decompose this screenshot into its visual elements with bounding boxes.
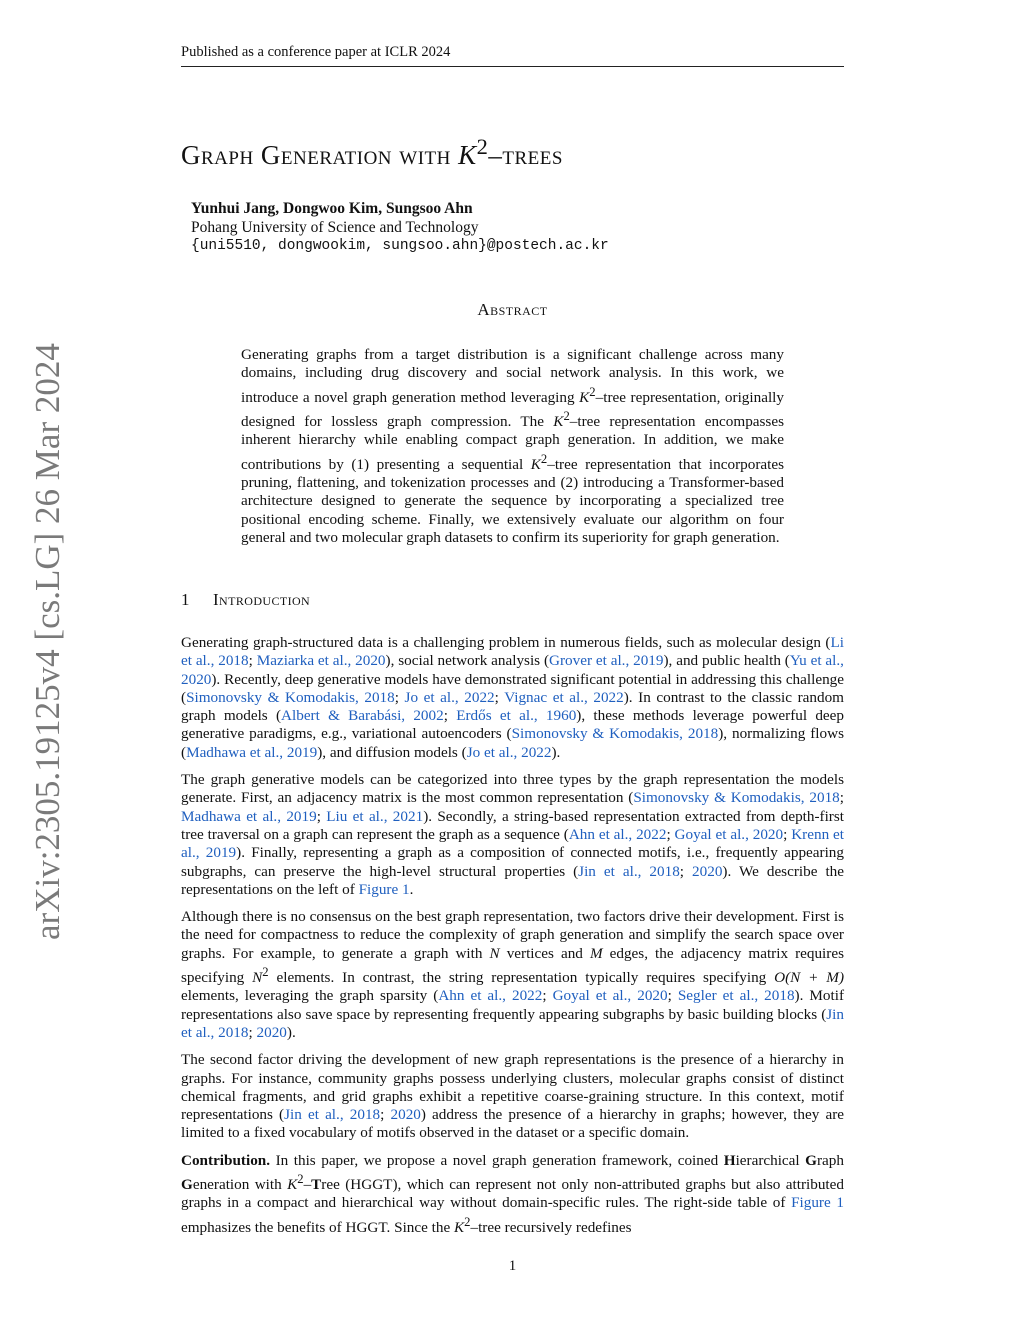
citation-link[interactable]: Jo et al., 2022 [466,743,552,761]
citation-link[interactable]: Segler et al., 2018 [677,987,795,1005]
author-affiliation: Pohang University of Science and Technology [191,219,479,236]
citation-link[interactable]: Jin et al., 2018 [578,862,680,880]
citation-link[interactable]: Liu et al., 2021 [326,807,424,825]
author-block [191,199,831,256]
citation-link[interactable]: 2020 [256,1024,287,1041]
citation-link[interactable]: Ahn et al., 2022 [568,825,667,843]
title-suffix: –trees [488,140,563,170]
introduction-body [181,634,844,1246]
section-heading-introduction [181,590,844,610]
citation-link[interactable]: Grover et al., 2019 [549,652,664,670]
paragraph-2: The graph generative models can be categorized into three types by the graph representation the models generate. First, an adjacency matrix is the most common representation (Simonovsky & Komodakis, 2018; Madhawa et al., 2019; Liu et al., 2021). Secondly, a string-based representation extracted from depth-first tree traversal on a graph can represent the graph as a sequence (Ahn et al., 2022; Goyal et al., 2020; Krenn et al., 2019). Finally, representing a graph as a composition of connected motifs, i.e., frequently appearing subgraphs, can preserve the high-level structural properties (Jin et al., 2018; 2020). We describe the representations on the left of Figure 1. [181,771,844,898]
citation-link[interactable]: Madhawa et al., 2019 [181,807,317,825]
figure-link[interactable]: Figure 1 [791,1194,844,1212]
abstract-text: Generating graphs from a target distribution is a significant challenge across many domains, including drug discovery and social network analysis. In this work, we introduce a novel graph generation method leveraging $K^2$–tree representation, originally designed for lossless graph compression. The $K^2$–tree representation encompasses inherent hierarchy while enabling compact graph generation. In addition, we make contributions by (1) presenting a sequential $K^2$–tree representation that incorporates pruning, flattening, and tokenization processes and (2) introducing a Transformer-based architecture designed to generate the sequence by incorporating a specialized tree positional encoding scheme. Finally, we extensively evaluate our algorithm on four general and two molecular graph datasets to confirm its superiority for graph generation. [241,346,784,546]
citation-link[interactable]: Yu et al., 2020 [181,652,844,688]
citation-link[interactable]: Ahn et al., 2022 [438,987,543,1005]
author-email: {uni5510, dongwookim, sungsoo.ahn}@postech.ac.kr [191,238,609,254]
citation-link[interactable]: 2020 [692,862,723,880]
abstract-heading: Abstract [477,300,548,319]
section-title: Introduction [213,590,311,609]
citation-link[interactable]: Simonovsky & Komodakis, 2018 [186,688,395,706]
citation-link[interactable]: 2020 [390,1106,421,1124]
citation-link[interactable]: Vignac et al., 2022 [504,688,624,706]
citation-link[interactable]: Krenn et al., 2019 [181,825,844,862]
running-header: Published as a conference paper at ICLR 2024 [181,44,844,67]
title-math: K [458,140,477,170]
title-prefix: Graph Generation with [181,140,459,170]
section-number: 1 [181,590,190,609]
citation-link[interactable]: Li et al., 2018 [181,634,844,670]
citation-link[interactable]: Simonovsky & Komodakis, 2018 [633,789,840,807]
citation-link[interactable]: Goyal et al., 2020 [552,987,668,1005]
page-number: 1 [508,1258,517,1274]
citation-link[interactable]: Jin et al., 2018 [181,1005,844,1041]
citation-link[interactable]: Albert & Barabási, 2002 [281,707,444,725]
citation-link[interactable]: Maziarka et al., 2020 [256,652,386,670]
paragraph-4: The second factor driving the development of new graph representations is the presence of a hierarchy in graphs. For instance, community graphs possess underlying clusters, molecular graphs consist of distinct chemical fragments, and grid graphs exhibit a repetitive coarse-graining structure. In this context, motif representations (Jin et al., 2018; 2020) address the presence of a hierarchy in graphs; however, they are limited to a fixed vocabulary of motifs observed in the dataset or a specific domain. [181,1051,844,1142]
citation-link[interactable]: Simonovsky & Komodakis, 2018 [511,725,719,743]
citation-link[interactable]: Jin et al., 2018 [284,1106,381,1124]
contribution-lead: Contribution. [181,1151,271,1169]
author-names: Yunhui Jang, Dongwoo Kim, Sungsoo Ahn [191,200,473,217]
paper-title [181,134,844,171]
figure-link[interactable]: Figure 1 [358,880,410,898]
paragraph-3: Although there is no consensus on the best graph representation, two factors drive their development. First is the need for compactness to reduce the complexity of graph generation and simplify the search space over graphs. For example, to generate a graph with N vertices and M edges, the adjacency matrix requires specifying $N^2$ elements. In contrast, the string representation typically requires specifying O(N + M) elements, leveraging the graph sparsity (Ahn et al., 2022; Goyal et al., 2020; Segler et al., 2018). Motif representations also save space by representing frequently appearing subgraphs by basic building blocks (Jin et al., 2018; 2020). [181,908,844,1041]
citation-link[interactable]: Goyal et al., 2020 [674,825,784,843]
citation-link[interactable]: Madhawa et al., 2019 [186,743,318,761]
title-sup: 2 [476,134,489,159]
paragraph-5: Contribution. In this paper, we propose a novel graph generation framework, coined Hierarchical Graph Generation with $K^2$–Tree (HGGT), which can represent not only non-attributed graphs but also attributed graphs in a compact and hierarchical way without domain-specific rules. The right-side table of Figure 1 emphasizes the benefits of HGGT. Since the $K^2$–tree recursively redefines [181,1151,844,1236]
citation-link[interactable]: Jo et al., 2022 [404,688,495,706]
paragraph-1: Generating graph-structured data is a challenging problem in numerous fields, such as molecular design (Li et al., 2018; Maziarka et al., 2020), social network analysis (Grover et al., 2019), and public health (Yu et al., 2020). Recently, deep generative models have demonstrated significant potential in addressing this challenge (Simonovsky & Komodakis, 2018; Jo et al., 2022; Vignac et al., 2022). In contrast to the classic random graph models (Albert & Barabási, 2002; Erdős et al., 1960), these methods leverage powerful deep generative paradigms, e.g., variational autoencoders (Simonovsky & Komodakis, 2018), normalizing flows (Madhawa et al., 2019), and diffusion models (Jo et al., 2022). [181,634,845,761]
citation-link[interactable]: Erdős et al., 1960 [456,707,577,725]
arxiv-identifier: arXiv:2305.19125v4 [cs.LG] 26 Mar 2024 [28,343,67,940]
